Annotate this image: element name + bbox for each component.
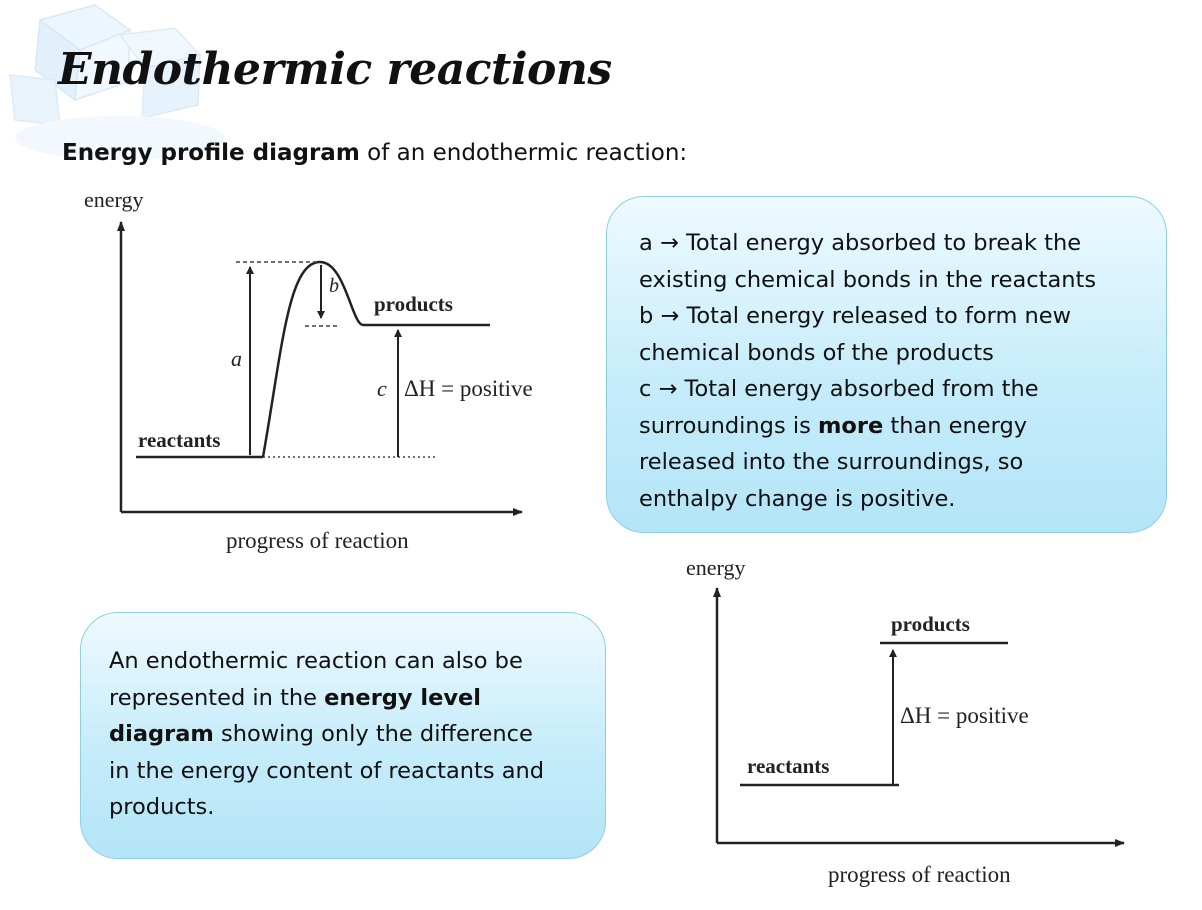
explanation-line-7: released into the surroundings, so: [639, 449, 1024, 475]
profile-y-axis-label: energy: [84, 187, 144, 212]
level-delta-h-label: ΔH = positive: [900, 703, 1029, 728]
profile-x-axis-label: progress of reaction: [226, 528, 409, 553]
level-reactants-label: reactants: [747, 754, 830, 778]
explanation-line-2: existing chemical bonds in the reactants: [639, 266, 1097, 293]
explanation-line-3: b → Total energy released to form new: [639, 303, 1072, 329]
energy-level-line-3: [109, 716, 583, 753]
slide-title: Endothermic reactions: [58, 44, 612, 95]
explanation-line-6-start: surroundings is: [639, 412, 818, 439]
energy-level-line-2-start: represented in the: [109, 684, 325, 711]
energy-level-callout: [80, 612, 606, 859]
explanation-line-8: enthalpy change is positive.: [639, 485, 956, 512]
profile-c-label: c: [377, 376, 387, 401]
explanation-line-6: [639, 408, 1138, 445]
explanation-line-5: c → Total energy absorbed from the: [639, 376, 1039, 402]
level-x-axis-label: progress of reaction: [828, 862, 1011, 887]
energy-level-text: [109, 643, 583, 826]
explanation-line-1: a → Total energy absorbed to break the: [639, 230, 1082, 256]
explanation-callout: [606, 196, 1167, 533]
profile-delta-h-label: ΔH = positive: [404, 376, 533, 401]
explanation-line-6-bold: more: [817, 412, 884, 439]
energy-level-line-1: An endothermic reaction can also be: [109, 648, 523, 674]
explanation-line-4: chemical bonds of the products: [639, 339, 994, 366]
subtitle-bold: Energy profile diagram: [62, 140, 360, 166]
energy-level-line-2-bold: energy level: [324, 684, 482, 711]
energy-level-diagram: [686, 555, 1124, 887]
profile-products-label: products: [374, 292, 453, 316]
energy-level-line-3-bold: diagram: [109, 721, 214, 747]
level-products-label: products: [891, 612, 970, 636]
profile-reactants-label: reactants: [138, 428, 221, 452]
level-y-axis-label: energy: [686, 555, 746, 580]
subtitle-rest: of an endothermic reaction:: [359, 140, 688, 166]
energy-level-line-4: in the energy content of reactants and: [109, 757, 545, 784]
explanation-text: [639, 225, 1138, 517]
energy-profile-diagram: [84, 187, 533, 553]
energy-level-line-3-end: showing only the difference: [213, 721, 533, 747]
energy-level-line-5: products.: [109, 794, 215, 820]
explanation-line-6-end: than energy: [883, 412, 1028, 439]
profile-b-label: b: [329, 275, 339, 297]
profile-a-label: a: [231, 346, 242, 371]
energy-level-line-2: [109, 680, 583, 717]
